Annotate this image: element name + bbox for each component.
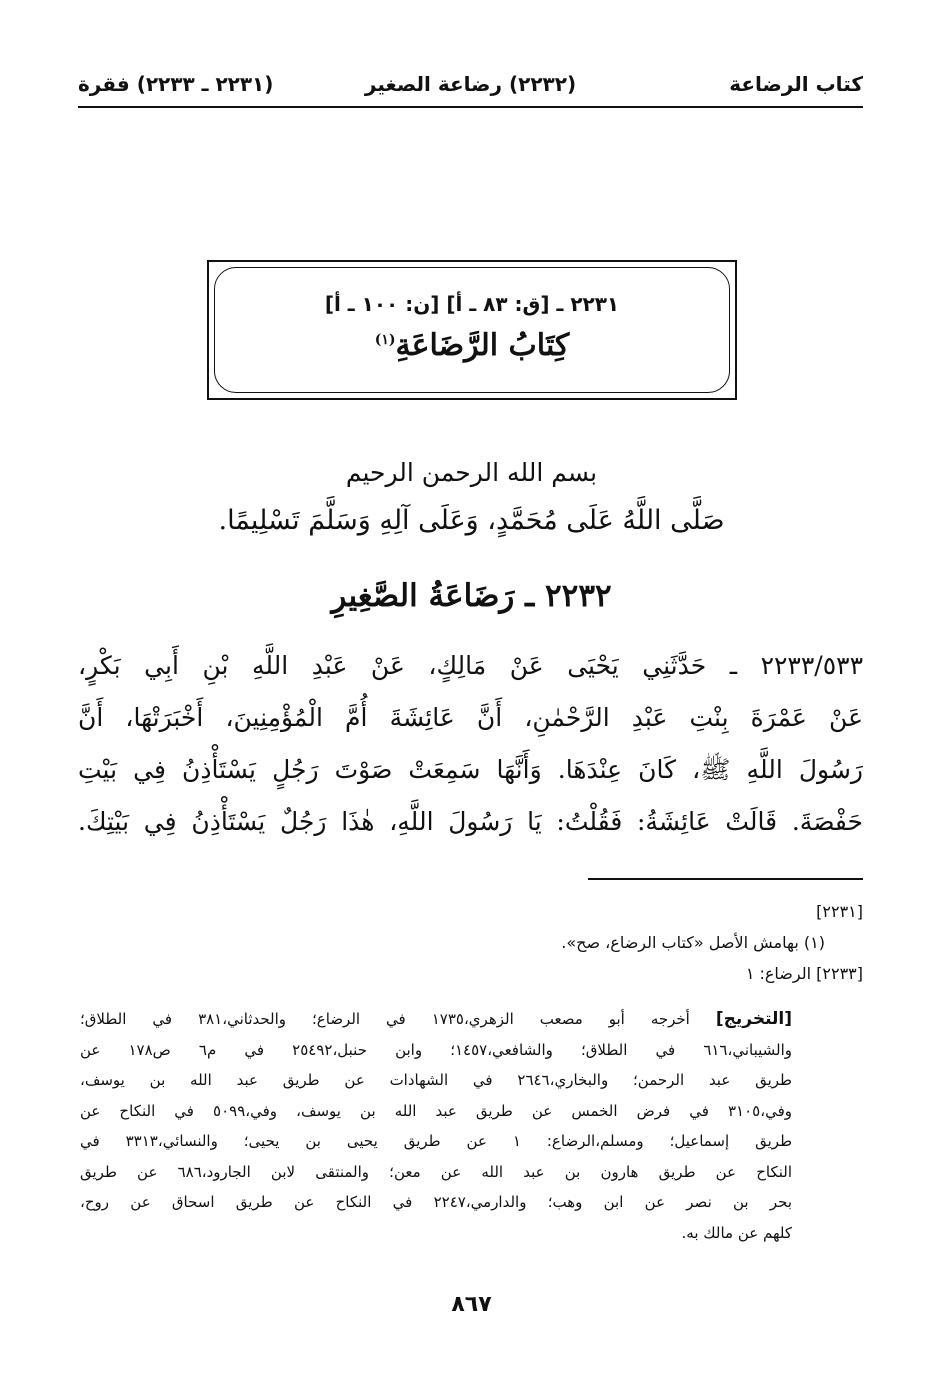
footnote-divider [588, 878, 863, 880]
footnote-ref-2233: [٢٢٣٣] الرضاع: ١ [745, 964, 863, 983]
chapter-title-box [207, 260, 737, 400]
takhrij-label: [التخريج] [715, 1009, 793, 1029]
takhrij-line: النكاح عن طريق هارون بن عبد الله عن معن؛ والمنتقى لابن الجارود،٦٨٦ عن طريق [80, 1162, 792, 1181]
header-book-title: كتاب الرضاعة [729, 72, 863, 96]
chapter-title [209, 328, 735, 363]
hadith-line: حَفْصَةَ. قَالَتْ عَائِشَةُ: فَقُلْتُ: يَا رَسُولَ اللَّهِ، هٰذَا رَجُلٌ يَسْتَأْذِنُ فِي بَيْتِكَ. [78, 807, 863, 836]
chapter-title-text: كِتَابُ الرَّضَاعَةِ [395, 328, 570, 363]
takhrij-line: والشيباني،٦١٦ في الطلاق؛ والشافعي،١٤٥٧؛ وابن حنبل،٢٥٤٩٢ في م٦ ص١٧٨ عن [80, 1040, 792, 1059]
footnote-ref-2231: [٢٢٣١] [816, 902, 863, 921]
takhrij-line-text: أخرجه أبو مصعب الزهري،١٧٣٥ في الرضاع؛ والحدثاني،٣٨١ في الطلاق؛ [80, 1010, 690, 1028]
takhrij-line: طريق إسماعيل؛ ومسلم،الرضاع: ١ عن طريق يحيى بن يحيى؛ والنسائي،٣٣١٣ في [80, 1132, 793, 1150]
header-paragraph-range: (٢٢٣١ ـ ٢٢٣٣) فقرة [78, 72, 274, 96]
takhrij-block [80, 1004, 792, 1248]
running-header [78, 72, 863, 106]
takhrij-line: وفي،٣١٠٥ في فرض الخمس عن طريق عبد الله بن يوسف، وفي،٥٠٩٩ في النكاح عن [80, 1101, 792, 1120]
footnote-1: (١) بهامش الأصل «كتاب الرضاع، صح». [561, 933, 825, 952]
chapter-footnote-marker: (١) [374, 332, 396, 348]
footnotes [78, 896, 863, 989]
takhrij-line [80, 1004, 792, 1035]
takhrij-line: طريق عبد الرحمن؛ والبخاري،٢٦٤٦ في الشهادات عن طريق عبد الله بن يوسف، [80, 1071, 792, 1089]
hadith-line: ٢٢٣٣/٥٣٣ ـ حَدَّثَنِي يَحْيَى عَنْ مَالِكٍ، عَنْ عَبْدِ اللَّهِ بْنِ أَبِي بَكْرٍ، [78, 651, 863, 680]
salutation-line: صَلَّى اللَّهُ عَلَى مُحَمَّدٍ، وَعَلَى آلِهِ وَسَلَّمَ تَسْلِيمًا. [218, 505, 725, 536]
takhrij-line: كلهم عن مالك به. [681, 1223, 792, 1242]
hadith-line: رَسُولَ اللَّهِ ﷺ، كَانَ عِنْدَهَا. وَأَنَّهَا سَمِعَتْ صَوْتَ رَجُلٍ يَسْتَأْذِنُ فِي بَيْتِ [78, 755, 863, 784]
hadith-line: عَنْ عَمْرَةَ بِنْتِ عَبْدِ الرَّحْمٰنِ، أَنَّ عَائِشَةَ أُمَّ الْمُؤْمِنِينَ، أَخْبَرَتْهَا، أَنَّ [78, 703, 863, 732]
page-number: ٨٦٧ [451, 1292, 492, 1317]
basmala: بسم الله الرحمن الرحيم [345, 458, 598, 487]
header-chapter-title: (٢٢٣٢) رضاعة الصغير [364, 72, 577, 96]
takhrij-line: بحر بن نصر عن ابن وهب؛ والدارمي،٢٢٤٧ في النكاح عن طريق اسحاق عن روح، [80, 1193, 792, 1211]
chapter-reference: ٢٢٣١ ـ [ق: ٨٣ ـ أ] [ن: ١٠٠ ـ أ] [324, 292, 620, 316]
hadith-text [78, 640, 863, 848]
header-divider [78, 106, 863, 108]
section-heading: ٢٢٣٢ ـ رَضَاعَةُ الصَّغِيرِ [331, 578, 612, 614]
